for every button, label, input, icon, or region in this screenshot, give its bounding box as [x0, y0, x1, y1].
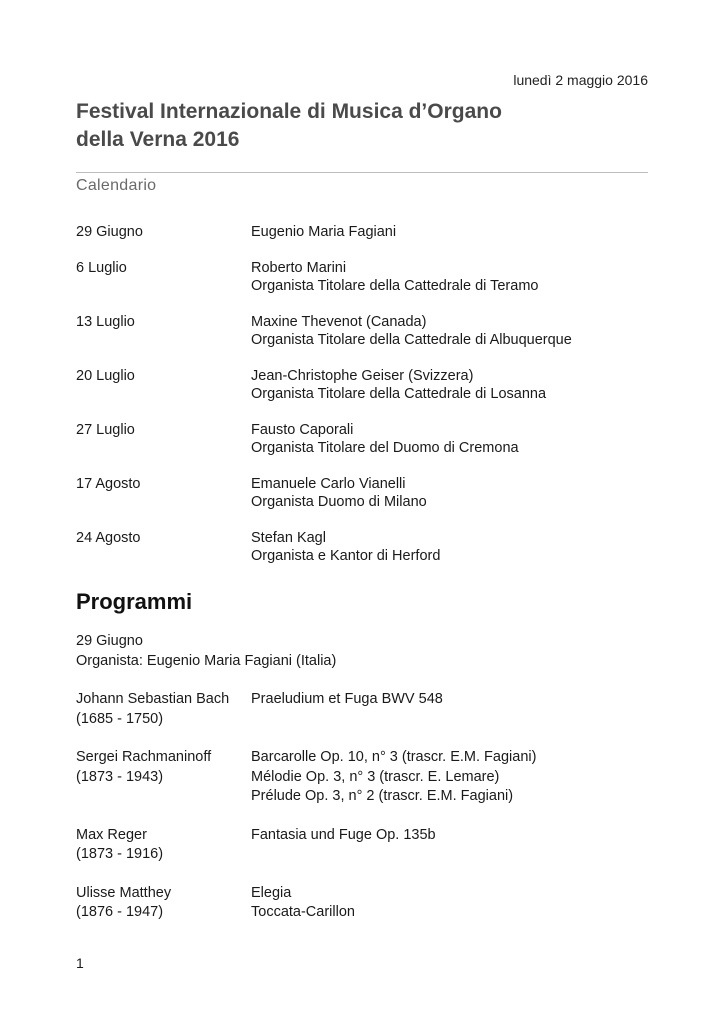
calendar-date: 6 Luglio: [76, 259, 127, 276]
calendar-entry: [76, 367, 656, 404]
performer-name: Emanuele Carlo Vianelli: [251, 475, 406, 492]
performer-name: Eugenio Maria Fagiani: [251, 224, 397, 240]
performer-role: Organista Titolare della Cattedrale di Losanna: [251, 386, 547, 402]
calendar-date: 13 Luglio: [76, 313, 135, 330]
program-list: [76, 690, 656, 942]
program-piece: [76, 748, 656, 807]
calendar-entry: [76, 475, 656, 512]
composer: [76, 884, 251, 923]
calendar-performer: [251, 313, 656, 350]
composer-name: Max Reger: [76, 826, 147, 843]
performer-name: Roberto Marini: [251, 259, 347, 276]
performer-role: Organista Titolare della Cattedrale di Albuquerque: [251, 332, 572, 348]
program-organist: Organista: Eugenio Maria Fagiani (Italia): [76, 653, 337, 669]
page-number: 1: [76, 955, 84, 971]
programmi-heading: Programmi: [76, 589, 193, 614]
works: [251, 826, 656, 865]
calendar-entry: [76, 259, 656, 296]
works: [251, 884, 656, 923]
title-line-2: della Verna 2016: [76, 128, 240, 151]
program-piece: [76, 884, 656, 923]
performer-role: Organista Titolare del Duomo di Cremona: [251, 440, 519, 456]
work-title: Elegia: [251, 884, 292, 901]
composer-years: (1876 - 1947): [76, 904, 164, 920]
composer-name: Sergei Rachmaninoff: [76, 749, 212, 765]
title-divider: [76, 172, 648, 173]
performer-name: Fausto Caporali: [251, 421, 354, 438]
calendar-performer: [251, 529, 656, 566]
calendar-date: 29 Giugno: [76, 224, 143, 240]
performer-name: Maxine Thevenot (Canada): [251, 313, 427, 330]
calendar-performer: [251, 367, 656, 404]
program-intro: [76, 631, 336, 671]
work-title: Fantasia und Fuge Op. 135b: [251, 826, 436, 843]
program-piece: [76, 826, 656, 865]
program-date: 29 Giugno: [76, 633, 143, 649]
works: [251, 748, 656, 807]
works: [251, 690, 656, 729]
calendar-entry: [76, 313, 656, 350]
composer-name: Ulisse Matthey: [76, 884, 172, 901]
performer-name: Jean-Christophe Geiser (Svizzera): [251, 367, 474, 384]
composer: [76, 826, 251, 865]
composer-years: (1873 - 1943): [76, 768, 164, 785]
calendar-entry: [76, 529, 656, 566]
program-piece: [76, 690, 656, 729]
composer: [76, 748, 251, 807]
calendar-heading: Calendario: [76, 177, 157, 194]
calendar-performer: [251, 223, 656, 242]
document-title: [76, 98, 636, 154]
calendar-performer: [251, 259, 656, 296]
calendar-date: 27 Luglio: [76, 421, 135, 438]
calendar-performer: [251, 421, 656, 458]
performer-role: Organista Duomo di Milano: [251, 494, 427, 510]
work-title: Barcarolle Op. 10, n° 3 (trascr. E.M. Fagiani): [251, 749, 537, 765]
document-date: lunedì 2 maggio 2016: [513, 72, 648, 88]
composer-name: Johann Sebastian Bach: [76, 691, 230, 707]
performer-name: Stefan Kagl: [251, 529, 326, 546]
calendar-entry: [76, 421, 656, 458]
calendar-date: 20 Luglio: [76, 367, 135, 384]
work-title: Toccata-Carillon: [251, 904, 355, 920]
performer-role: Organista e Kantor di Herford: [251, 548, 441, 564]
work-title: Mélodie Op. 3, n° 3 (trascr. E. Lemare): [251, 768, 500, 785]
title-line-1: Festival Internazionale di Musica d’Organo: [76, 100, 502, 123]
calendar-date: 24 Agosto: [76, 529, 141, 546]
calendar-list: [76, 223, 656, 583]
calendar-date: 17 Agosto: [76, 475, 141, 492]
composer: [76, 690, 251, 729]
performer-role: Organista Titolare della Cattedrale di Teramo: [251, 278, 539, 294]
work-title: Prélude Op. 3, n° 2 (trascr. E.M. Fagiani): [251, 788, 514, 804]
calendar-performer: [251, 475, 656, 512]
composer-years: (1873 - 1916): [76, 846, 164, 862]
calendar-entry: [76, 223, 656, 242]
composer-years: (1685 - 1750): [76, 710, 164, 727]
work-title: Praeludium et Fuga BWV 548: [251, 691, 443, 707]
